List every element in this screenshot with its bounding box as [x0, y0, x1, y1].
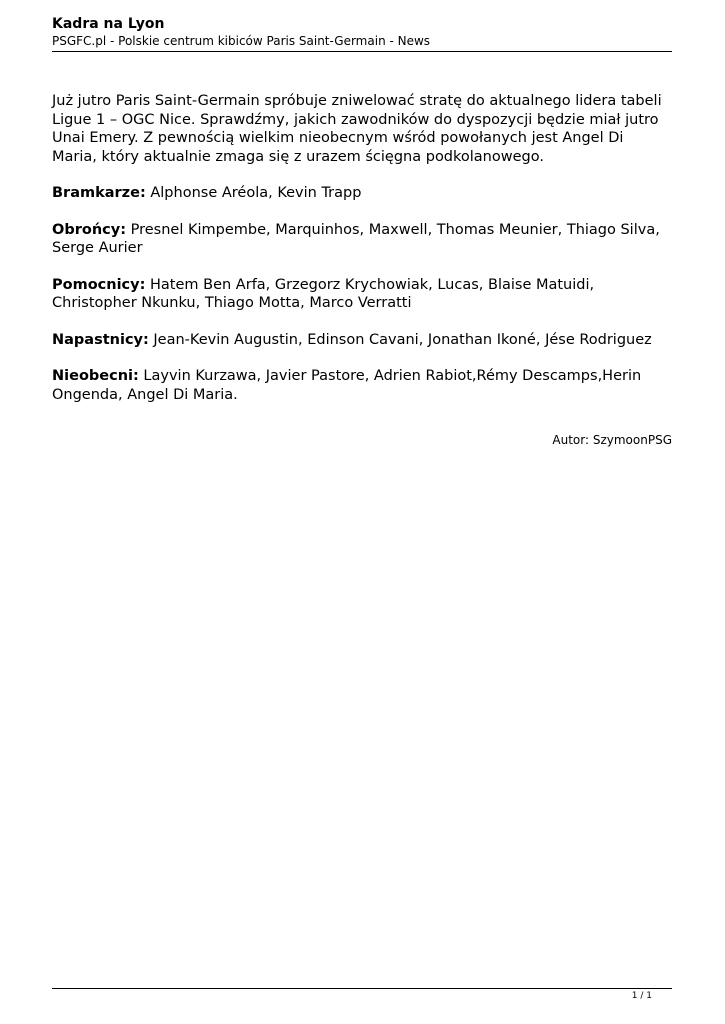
intro-paragraph: Już jutro Paris Saint-Germain spróbuje zniwelować stratę do aktualnego lidera tabeli Ligue 1 – OGC Nice. Sprawdźmy, jakich zawodników do dyspozycji będzie miał jutro Unai Emery. Z pewnością wielkim nieobecnym wśród powołanych jest Angel Di Maria, który aktualnie zmaga się z urazem ścięgna podkolanowego.: [52, 93, 662, 165]
article-body: [52, 92, 672, 422]
section-label: Nieobecni:: [52, 368, 139, 384]
section-absent: [52, 367, 672, 404]
header-divider: [52, 51, 672, 52]
section-text: Alphonse Aréola, Kevin Trapp: [145, 185, 362, 201]
footer-divider: [52, 988, 672, 989]
author-credit: Autor: SzymoonPSG: [552, 433, 672, 447]
document-title: Kadra na Lyon: [52, 16, 165, 32]
section-label: Napastnicy:: [52, 331, 149, 348]
section-text: Hatem Ben Arfa, Grzegorz Krychowiak, Lucas, Blaise Matuidi, Christopher Nkunku, Thiago Motta, Marco Verratti: [52, 276, 595, 311]
section-text: Layvin Kurzawa, Javier Pastore, Adrien Rabiot,Rémy Descamps,Herin Ongenda, Angel Di Maria.: [52, 368, 642, 403]
section-text: Presnel Kimpembe, Marquinhos, Maxwell, Thomas Meunier, Thiago Silva, Serge Aurier: [52, 221, 660, 256]
page-number: 1 / 1: [631, 991, 652, 1001]
section-forwards: [52, 331, 672, 350]
section-goalkeepers: [52, 184, 672, 203]
section-label: Obrońcy:: [52, 221, 126, 238]
page-header: [52, 15, 672, 49]
section-label: Pomocnicy:: [52, 276, 146, 293]
section-midfielders: [52, 276, 672, 313]
section-text: Jean-Kevin Augustin, Edinson Cavani, Jonathan Ikoné, Jése Rodriguez: [148, 331, 652, 348]
site-subtitle: PSGFC.pl - Polskie centrum kibiców Paris Saint-Germain - News: [52, 34, 431, 48]
section-label: Bramkarze:: [52, 185, 146, 201]
section-defenders: [52, 221, 672, 258]
